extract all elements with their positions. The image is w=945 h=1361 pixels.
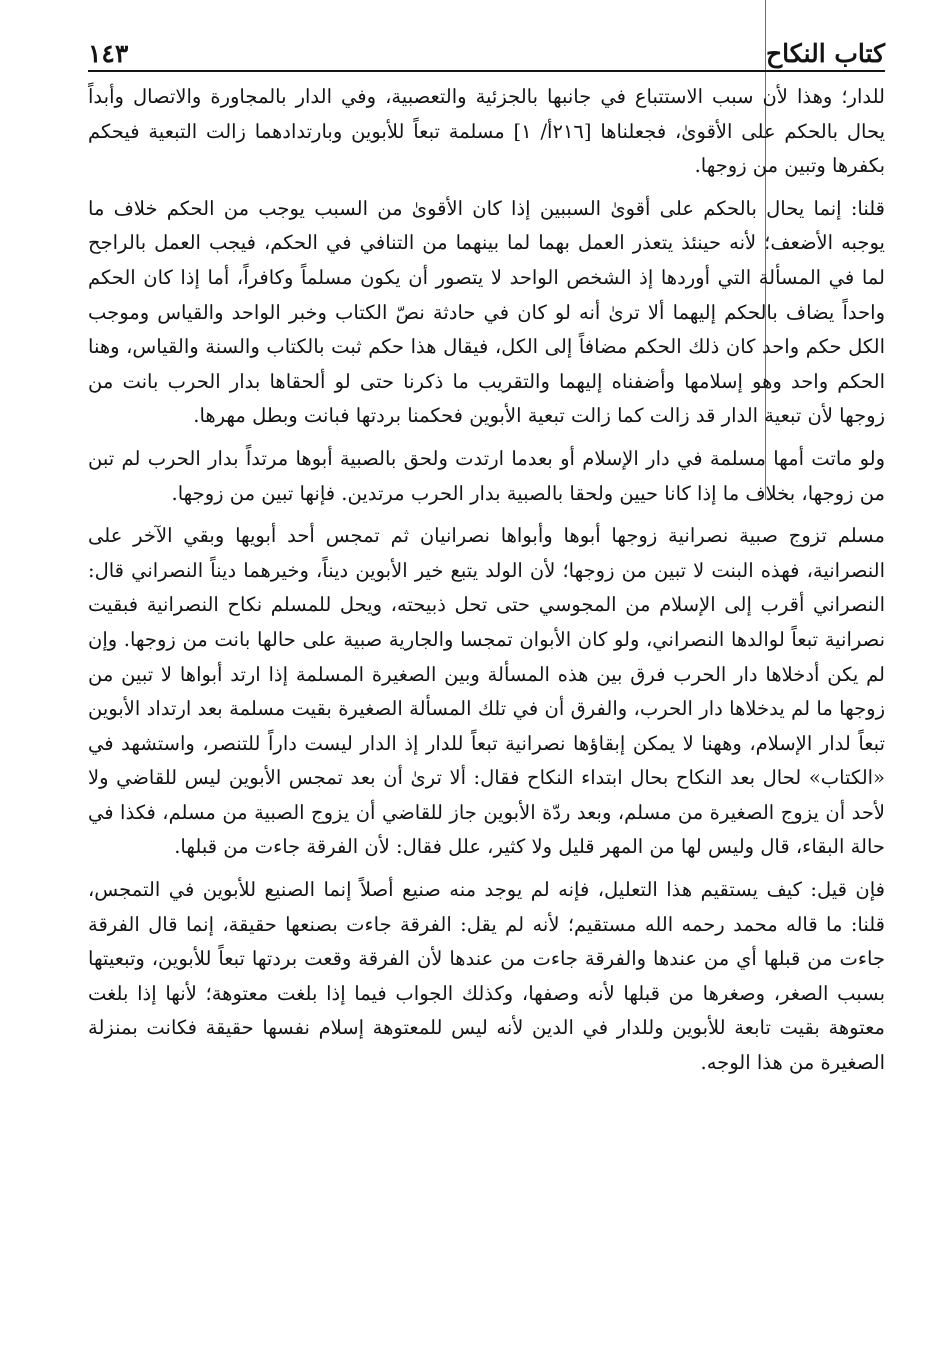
page-header (88, 18, 885, 68)
text-body (88, 80, 885, 1089)
paragraph: للدار؛ وهذا لأن سبب الاستتباع في جانبها بالجزئية والتعصبية، وفي الدار بالمجاورة والاتصال وأبداً يحال بالحكم على الأقوىٰ، فجعلناها [٢١٦أ/ ١] مسلمة تبعاً للأبوين وبارتدادهما زالت التبعية فيحكم بكفرها وتبين من زوجها. (88, 85, 886, 178)
paragraph: ولو ماتت أمها مسلمة في دار الإسلام أو بعدما ارتدت ولحق بالصبية أبوها مرتداً بدار الحرب لم تبن من زوجها، بخلاف ما إذا كانا حيين ولحقا بالصبية بدار الحرب مرتدين. فإنها تبين من زوجها. (88, 446, 885, 505)
paragraph: مسلم تزوج صبية نصرانية زوجها أبوها وأبواها نصرانيان ثم تمجس أحد أبويها وبقي الآخر على النصرانية، فهذه البنت لا تبين من زوجها؛ لأن الولد يتبع خير الأبوين ديناً، وخيرهما ديناً النصراني قال: النصراني أقرب إلى الإسلام من المجوسي حتى تحل ذبيحته، ويحل للمسلم نكاح النصرانية فبقيت نصرانية تبعاً لوالدها النصراني، ولو كان الأبوان تمجسا والجارية صبية على حالها بانت من زوجها. وإن لم يكن أدخلاها دار الحرب فرق بين هذه المسألة وبين الصغيرة المسلمة إذا ارتد أبواها لا تبين من زوجها ما لم يدخلاها دار الحرب، والفرق أن في تلك المسألة الصغيرة بقيت مسلمة بعد ارتداد الأبوين تبعاً لدار الإسلام، وههنا لا يمكن إبقاؤها نصرانية تبعاً للدار إذ الدار ليست داراً للتنصر، واستشهد في «الكتاب» لحال بعد النكاح بحال ابتداء النكاح فقال: ألا ترىٰ أن بعد تمجس الأبوين ليس للقاضي ولا لأحد أن يزوج الصغيرة من مسلم، وبعد ردّة الأبوين جاز للقاضي أن يزوج الصبية من مسلم، فكذا في حالة البقاء، قال وليس لها من المهر قليل ولا كثير، علل فقال: لأن الفرقة جاءت من قبلها. (88, 524, 885, 859)
paragraph: قلنا: إنما يحال بالحكم على أقوىٰ السببين إذا كان الأقوىٰ من السبب يوجب من الحكم خلاف ما يوجبه الأضعف؛ لأنه حينئذ يتعذر العمل بهما لما بينهما من التنافي في الحكم، فيجب العمل بالراجح لما في المسألة التي أوردها إذ الشخص الواحد لا يتصور أن يكون مسلماً وكافراً، أما إذا كان الحكم واحداً يضاف بالحكم إليهما ألا ترىٰ أنه لو كان في حادثة نصّ الكتاب وخبر الواحد والقياس وموجب الكل حكم واحد كان ذلك الحكم مضافاً إلى الكل، فيقال هذا حكم ثبت بالكتاب والسنة والقياس، وهنا الحكم واحد وهو إسلامها وأضفناه إليهما والتقريب ما ذكرنا حتى لو ألحقاها بدار الحرب بانت من زوجها لأن تبعية الدار قد زالت كما زالت تبعية الأبوين فحكمنا بردتها فبانت وبطل مهرها. (88, 196, 885, 428)
header-rule (88, 70, 885, 72)
paragraph: فإن قيل: كيف يستقيم هذا التعليل، فإنه لم يوجد منه صنيع أصلاً إنما الصنيع للأبوين في التمجس، قلنا: ما قاله محمد رحمه الله مستقيم؛ لأنه لم يقل: الفرقة جاءت بصنعها حقيقة، إنما قال الفرقة جاءت من قبلها أي من عندها والفرقة جاءت من عندها لأن الفرقة وقعت بردتها تبعاً للأبوين، وتبعيتها بسبب الصغر، وصغرها من قبلها لأنه وصفها، وكذلك الجواب فيما إذا بلغت معتوهة؛ لأنها إذا بلغت معتوهة بقيت تابعة للأبوين وللدار في الدين لأنه ليس للمعتوهة إسلام نفسها حقيقة فكانت بمنزلة الصغيرة من هذا الوجه. (88, 878, 885, 1075)
chapter-title: كتاب النكاح (766, 39, 885, 68)
page-number: ١٤٣ (88, 39, 129, 68)
